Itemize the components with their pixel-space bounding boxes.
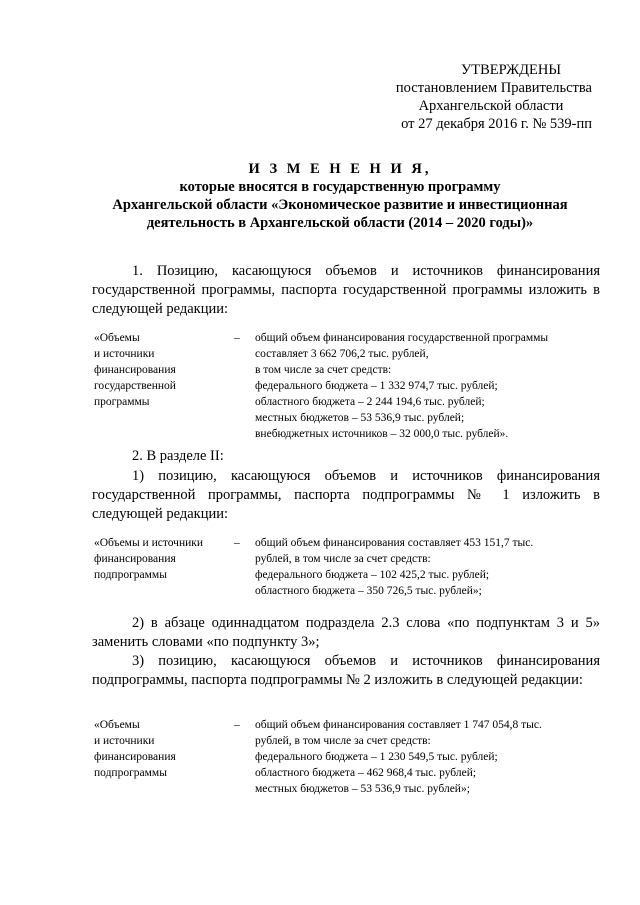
paragraph-2: 2. В разделе II:	[132, 448, 224, 464]
table-3-label-line: и источники	[94, 735, 155, 747]
table-1-label-line: финансирования	[94, 364, 176, 376]
table-1-label-line: государственной	[94, 380, 176, 392]
table-2-dash: –	[234, 537, 240, 549]
table-1-label-line: и источники	[94, 348, 155, 360]
table-1-label	[94, 330, 224, 410]
paragraph-1: 1. Позицию, касающуюся объемов и источников финансирования государственной программы, паспорта государственной программы изложить в следующей редакции:	[92, 263, 600, 317]
table-2-label	[94, 535, 224, 583]
table-1-value-line: составляет 3 662 706,2 тыс. рублей,	[255, 348, 429, 360]
title-line-3: деятельность в Архангельской области (2014 – 2020 годы)»	[146, 215, 534, 231]
table-1-value-line: областного бюджета – 2 244 194,6 тыс. рублей;	[255, 396, 485, 408]
table-2-label-line: финансирования	[94, 553, 176, 565]
table-2	[92, 535, 600, 601]
table-3	[92, 717, 600, 799]
table-3-label-line: финансирования	[94, 751, 176, 763]
table-1	[92, 330, 600, 445]
table-3-value-line: рублей, в том числе за счет средств:	[255, 735, 431, 747]
table-1-value-line: в том числе за счет средств:	[255, 364, 392, 376]
approval-block	[360, 61, 592, 133]
table-2-value-line: рублей, в том числе за счет средств:	[255, 553, 431, 565]
title-line-1: которые вносятся в государственную программу	[179, 179, 501, 195]
table-2-values	[255, 535, 600, 599]
table-1-label-line: «Объемы	[94, 332, 140, 344]
title-main: И З М Е Н Е Н И Я,	[248, 161, 432, 177]
table-1-label-line: программы	[94, 396, 150, 408]
table-1-value-line: внебюджетных источников – 32 000,0 тыс. рублей».	[255, 428, 509, 440]
table-3-label	[94, 717, 224, 781]
table-3-value-line: местных бюджетов – 53 536,9 тыс. рублей»;	[255, 783, 470, 795]
table-1-value-line: общий объем финансирования государственной программы	[255, 332, 549, 344]
table-3-value-line: федерального бюджета – 1 230 549,5 тыс. рублей;	[255, 751, 498, 763]
table-1-dash: –	[234, 332, 240, 344]
paragraph-4: 2) в абзаце одиннадцатом подраздела 2.3 слова «по подпунктам 3 и 5» заменить словами «по подпункту 3»;	[92, 615, 600, 650]
table-2-value-line: федерального бюджета – 102 425,2 тыс. рублей;	[255, 569, 490, 581]
table-1-value-line: местных бюджетов – 53 536,9 тыс. рублей;	[255, 412, 465, 424]
table-3-values	[255, 717, 600, 797]
table-3-dash: –	[234, 719, 240, 731]
table-2-label-line: подпрограммы	[94, 569, 167, 581]
approved-heading: УТВЕРЖДЕНЫ	[460, 62, 562, 78]
paragraph-3: 1) позицию, касающуюся объемов и источников финансирования государственной программы, паспорта подпрограммы № 1 изложить в следующей редакции:	[92, 468, 600, 522]
table-3-value-line: областного бюджета – 462 968,4 тыс. рублей;	[255, 767, 477, 779]
table-3-label-line: «Объемы	[94, 719, 140, 731]
table-3-label-line: подпрограммы	[94, 767, 167, 779]
table-1-value-line: федерального бюджета – 1 332 974,7 тыс. рублей;	[255, 380, 498, 392]
title-line-2: Архангельской области «Экономическое развитие и инвестиционная	[112, 197, 568, 213]
table-2-label-line: «Объемы и источники	[94, 537, 203, 549]
approval-line-2: Архангельской области	[418, 98, 564, 114]
table-2-value-line: общий объем финансирования составляет 453 151,7 тыс.	[255, 537, 534, 549]
approval-line-1: постановлением Правительства	[395, 80, 592, 96]
table-3-value-line: общий объем финансирования составляет 1 747 054,8 тыс.	[255, 719, 542, 731]
table-2-value-line: областного бюджета – 350 726,5 тыс. рублей»;	[255, 585, 482, 597]
approval-line-3: от 27 декабря 2016 г. № 539-пп	[401, 116, 592, 132]
document-title	[60, 160, 620, 232]
table-1-values	[255, 330, 600, 442]
paragraph-5: 3) позицию, касающуюся объемов и источников финансирования подпрограммы, паспорта подпрограммы № 2 изложить в следующей редакции:	[92, 653, 600, 688]
